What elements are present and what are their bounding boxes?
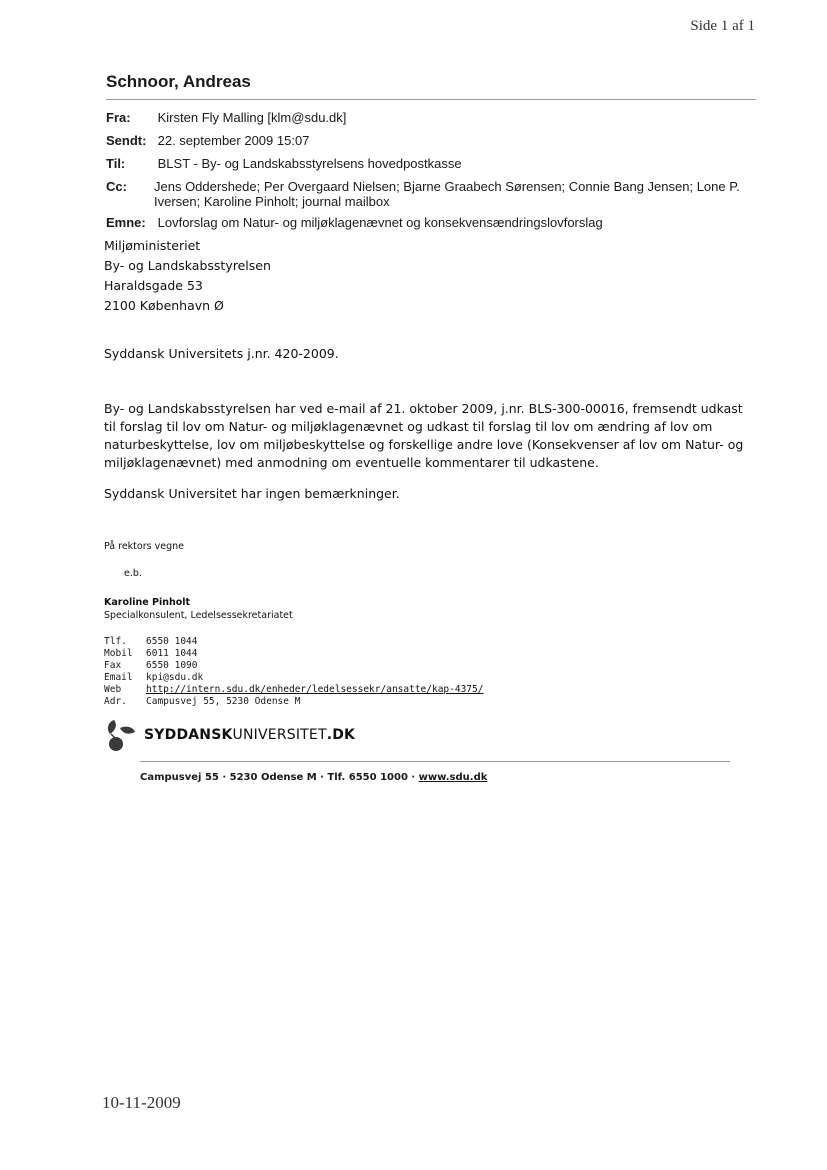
footer-address xyxy=(140,772,487,783)
from-row xyxy=(106,110,346,125)
footer-text: Campusvej 55 · 5230 Odense M · Tlf. 6550 1000 · xyxy=(140,772,419,783)
contact-value: 6550 1090 xyxy=(146,660,198,671)
header-divider xyxy=(106,99,756,100)
contact-value: 6550 1044 xyxy=(146,636,198,647)
address-line: Haraldsgade 53 xyxy=(104,278,203,293)
to-row xyxy=(106,156,462,171)
eb-text: e.b. xyxy=(124,568,142,579)
address-line: By- og Landskabsstyrelsen xyxy=(104,258,271,273)
contact-label: Tlf. xyxy=(104,636,127,647)
address-line: Miljøministeriet xyxy=(104,238,201,253)
sdu-logo xyxy=(100,716,355,754)
contact-block xyxy=(104,636,483,708)
remark-text: Syddansk Universitet har ingen bemærkninger. xyxy=(104,486,400,501)
contact-row xyxy=(104,636,483,648)
sent-label: Sendt: xyxy=(106,133,147,148)
contact-label: Adr. xyxy=(104,696,127,707)
contact-row xyxy=(104,660,483,672)
on-behalf-text: På rektors vegne xyxy=(104,541,184,552)
footer-divider xyxy=(140,761,730,762)
contact-row xyxy=(104,648,483,660)
cc-value: Jens Oddershede; Per Overgaard Nielsen; Bjarne Graabech Sørensen; Connie Bang Jensen; Lone P. Iversen; Karoline Pinholt; journal mailbox xyxy=(154,179,740,209)
from-value: Kirsten Fly Malling [klm@sdu.dk] xyxy=(157,110,347,125)
contact-row xyxy=(104,672,483,684)
from-label: Fra: xyxy=(106,110,131,125)
page-number: Side 1 af 1 xyxy=(690,18,755,34)
address-line: 2100 København Ø xyxy=(104,298,224,313)
contact-label: Web xyxy=(104,684,122,695)
recipient-address xyxy=(104,236,271,316)
signer-title: Specialkonsulent, Ledelsessekretariatet xyxy=(104,610,293,621)
to-value: BLST - By- og Landskabsstyrelsens hovedpostkasse xyxy=(157,156,462,171)
contact-row xyxy=(104,696,483,708)
logo-regular-part: UNIVERSITET xyxy=(232,727,327,743)
contact-label: Fax xyxy=(104,660,122,671)
subject-row xyxy=(106,215,603,230)
cc-label: Cc: xyxy=(106,179,127,194)
contact-label: Email xyxy=(104,672,133,683)
logo-bold-part: SYDDANSK xyxy=(144,727,233,743)
sender-name: Schnoor, Andreas xyxy=(106,72,251,91)
contact-value: kpi@sdu.dk xyxy=(146,672,204,683)
reference-number: Syddansk Universitets j.nr. 420-2009. xyxy=(104,346,339,361)
contact-value: Campusvej 55, 5230 Odense M xyxy=(146,696,301,707)
sent-value: 22. september 2009 15:07 xyxy=(157,133,310,148)
contact-value: 6011 1044 xyxy=(146,648,198,659)
logo-suffix: .DK xyxy=(326,727,356,743)
footer-link[interactable]: www.sdu.dk xyxy=(418,772,488,783)
signer-name: Karoline Pinholt xyxy=(104,597,191,608)
received-date-stamp: 10-11-2009 xyxy=(102,1093,181,1112)
web-link[interactable]: http://intern.sdu.dk/enheder/ledelsessekr/ansatte/kap-4375/ xyxy=(146,684,484,695)
cc-row xyxy=(106,179,756,209)
subject-label: Emne: xyxy=(106,215,146,230)
sent-row xyxy=(106,133,309,148)
contact-label: Mobil xyxy=(104,648,133,659)
contact-row xyxy=(104,684,483,696)
body-paragraph: By- og Landskabsstyrelsen har ved e-mail af 21. oktober 2009, j.nr. BLS-300-00016, fremsendt udkast til forslag til lov om Natur- og miljøklagenævnet og udkast til forslag til lov om ændring af lov om naturbeskyttelse, lov om miljøbeskyttelse og forskellige andre love (Konsekvenser af lov om Natur- og miljøklagenævnet) med anmodning om eventuelle kommentarer til udkastene. xyxy=(104,401,744,470)
logo-wordmark xyxy=(144,727,355,743)
to-label: Til: xyxy=(106,156,126,171)
sdu-leaf-logo-icon xyxy=(100,716,136,754)
subject-value: Lovforslag om Natur- og miljøklagenævnet og konsekvensændringslovforslag xyxy=(157,215,603,230)
